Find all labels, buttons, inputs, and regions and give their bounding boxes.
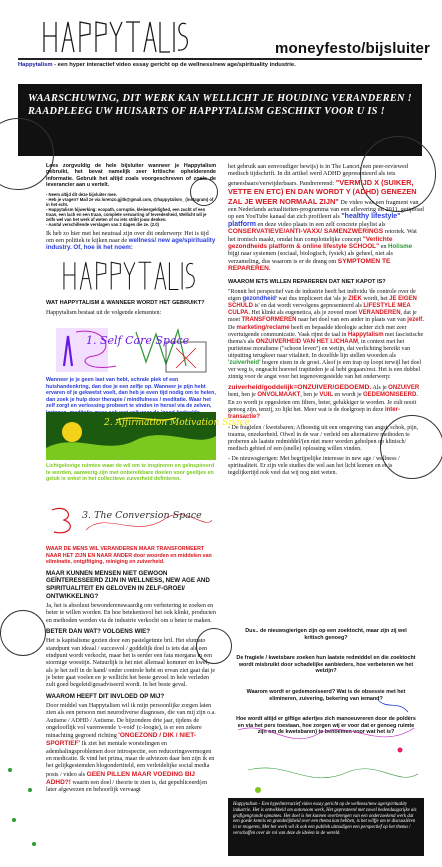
- para-highlight: ONZUIVER: [388, 385, 420, 392]
- space-2-label: 2. Affirmation Motivation Space: [104, 418, 250, 428]
- scribble-decoration: [228, 690, 424, 800]
- question-heading: WAAROM IETS WILLEN REPAREREN DAT NIET KAPOT IS?: [228, 278, 386, 285]
- footer-text: Happytalism - Een hypelinteractief video essay gericht op de wellness/new age/spirituality industrie. Het is ontwikkeld om autonoom werk, Het gepresteerd met zowel hedendaagsrijke als grafigengrande opnames. Het doel is het kunnen overbrengen van een onderzoekend werk dat een goede kennis en grondelijkheid over een thema kan hebben, is het wilfje om te discussiëren in te reageren, Met het werk wil ik ook een publiek uitnodigen een perspectief op het thema / verschaffen over de rol van deze de ideëen in de wereld.: [233, 802, 417, 836]
- closing-question: Waarom wordt er gedemoniseerd? Wat is de obsessie met het elimineren, zuivering, bekering van iemand?: [246, 688, 406, 702]
- para-highlight: SYMPTOMEN TE REPAREREN.: [228, 257, 391, 273]
- bullet-paragraph: - De nieuwsgierigen: Met begrijpelijke interesse in new age / wellness / spiritualiteit. Er zijn vele studies die wel aan het licht komen en er is tegelijkertijd ook veel dat wij nog niet weten.: [228, 456, 400, 477]
- para-text: , dat je moet: [228, 310, 417, 324]
- para-text: wordt, het: [363, 296, 388, 303]
- intro-text: Lees zorgvuldig de hele bijsluiter wanneer je Happytalism gebruikt, het bevat namelijk zeer kritische ophelderende informatie. Gebruik het altijd zoals voorgeschreven of zoals de leverancier aan u vertelt.: [46, 163, 216, 189]
- para-highlight: "Verlichte gezondheids platform & online lifestyle SCHOOL": [228, 235, 393, 251]
- space-3-text: WAAR DE MENS WIL VERANDEREN MAAR TRANSFORMEERT NAAR HET ZIJN EN NAAR ANDER door woorden en middelen van eliminatie, ontgiftiging, reiniging en zuiverheid.: [46, 546, 212, 566]
- warning-text: WAARSCHUWING, DIT WERK KAN WELLICHT JE HOUDING VERANDEREN ! RAADPLEEG UW HUISARTS OF HAPPYTALISM GESCHIKT VOOR U IS !: [28, 93, 412, 117]
- para-text: en: [380, 243, 387, 251]
- section-what: [46, 300, 216, 319]
- happytalism-logo-small: [46, 255, 211, 295]
- para-text: En zo wordt je opgesloten om filters, beter, gelukkiger te worden. Je zult nooit genoeg zijn, tenzij, zo lijkt het. Meer wat is de doelgroep in deze: [228, 399, 417, 413]
- right-paragraph: [228, 384, 424, 420]
- question-answer: Happytalism bestaat uit de volgende elementen:: [46, 309, 162, 316]
- right-paragraph: [228, 289, 424, 381]
- para-text: bent, ben je: [228, 392, 256, 399]
- left-body: [46, 546, 216, 795]
- page-title: moneyfesto/bijsluiter: [275, 40, 431, 57]
- right-paragraph: [228, 163, 424, 273]
- subtitle-brand: Happytalism: [18, 62, 53, 68]
- answer-text: Ik ziet het mentale worstelingen en ademhalingsproblemen door introspectie, een reduceringsvermogen en medicatie. Ik vind het prima, maar de adviezen daar hen zijn ik en het gelijkgestemden blogondertiteld, een verleidelijke social media posts / video als: [46, 741, 215, 778]
- answer-highlight: GEEN PILLEN MAAR VOEDING BIJ ADHD?!: [46, 770, 195, 786]
- para-highlight: marketing/reclame: [236, 324, 290, 331]
- para-highlight: gezondheid: [242, 296, 276, 303]
- para-text: Het klinkt als eugenetica, als je zoveel moet: [251, 310, 358, 317]
- para-highlight: ONZUIVERHEID VAN HET LICHAAM: [255, 338, 358, 345]
- question-heading: WAAROM HEEFT DIT INVLOED OP MIJ?: [46, 692, 165, 700]
- para-highlight: ONVOLMAAKT: [257, 392, 301, 399]
- subtitle: [18, 62, 422, 68]
- question-answer: Ja, het is absoluut bewonderenswaardig om verbetering te zoeken en beter te willen worden. En hoe betekenisvol het ook klinkt, producten en methoden worden via de industrie verkocht om u beter te maken.: [46, 603, 216, 624]
- happytalism-logo: [40, 14, 190, 58]
- para-highlight: GEDEMONISEERD.: [363, 392, 419, 399]
- para-text: is' en dat wordt vervolgens gepresenteerd als: [254, 303, 362, 310]
- para-highlight: Happytalism: [347, 331, 384, 338]
- self-care-illustration: [46, 322, 216, 376]
- question-answer: Het is kapitalisme gezien door een pastelgetinte bril. Het sfumato standpunt van ideaal / succesvol / goddelijk doel is iets dat als een eindpunt wordt verkocht, maar het is eerder een fata morgana in een stormige woestijn. Natuurlijk is het niet allemaal kommer en kwel, als je het zelf in de hand/ onder controle hebt en ervan ziet gaat dat je je beter gaat voelen en je wellicht het beste gevoel in hele verleden zult goed begeleid/gesadviseerd wordt. In het beste geval.: [46, 638, 216, 689]
- para-text: "Ronnit het perspectief van de industrie heeft het individu 'de controle over de eigen: [228, 289, 416, 303]
- para-highlight: jezelf.: [407, 317, 424, 324]
- para-highlight: Holisme: [388, 243, 413, 251]
- space-2-text-block: [46, 463, 216, 486]
- right-column: [228, 163, 424, 480]
- space-1-text: Wanneer je je geen last van hebt, schrale plek of een huishandenkring, dan doe je een zelfje op. Wanneer je pijn hebt ervaren of je gekwetst voelt, dan heb je even tijd nodig om te helen, dan zoek je hulp door therapie / mindfulness / meditatie. Waar het zelf zorgt en verlossing probeert te vinden in hersel via de zelven,: [46, 377, 216, 410]
- closing-question: Dus.. de nieuwsgierigen zijn op een zoektocht, maar zijn zij wel kritisch genoeg?: [245, 628, 407, 641]
- para-highlight: VUIL: [319, 392, 333, 399]
- closing-question: De fragiele / kwetsbare zoeken hun laatste redmiddel en die zoektocht wordt misbruikt door schadelijke aanbieders, hoe verbeteren we het welzijn?: [236, 655, 416, 675]
- intro-line-text: Ik heb zo hier met het neutraal zijn over dit onderwerp: Het is tijd om een politiek te kijken naar de: [46, 229, 209, 245]
- para-text: De: [228, 324, 235, 331]
- closing-question: Hoe wordt altijd er giftige adertjes zich manoeuvreren door de poldèrs en via het pers toestaan, hoe zorgen wij er voor dat er genoeg ruimte zijn om de kwetsbaren) te benoemen voor wat het is?: [236, 716, 416, 736]
- footer-box: [228, 798, 424, 856]
- para-highlight: zuiverheid/goddelijk=ONZUIVER/GEDOEMD.: [228, 384, 372, 392]
- bullet-item: - Heb je vragen? Mail ze via lorenzo.gjitk@gmail.com, @happytalism_ (instagram) of in het echt.: [46, 196, 214, 207]
- para-text: heeft en bepaalde ideologie achter zich met zeer overtuigende communicatie. Vaak rijmt de taal in: [228, 324, 407, 338]
- para-text: , in context met het puriteinse moralisme ("schoon leven") en wetijn, dat verlichting bereikt van uitputting terugkeer naar vitaliteit. In dezelfde lijn stellen woorden als: [228, 338, 411, 359]
- affirmation-illustration: [46, 412, 250, 460]
- question-answer: [46, 703, 216, 795]
- para-highlight: 'zuiverheid': [228, 360, 261, 367]
- answer-text: Door middel van Happytalism wil ik mijn persoonlijke zorgen laten zien als een persoon met neurodiverse diagnoses, die van mij zijn o.a. Autisme / ADHD / Autisme. De bijzondere drie jaar, tijdens de ongelooflijk vol varenwende 'c-void' (c-loogte), is er een zekere minachting gegroeid richting: [46, 702, 216, 740]
- para-highlight: CONSERVATIEVE/ANTI-VAXX/ SAMENZWERINGS: [228, 228, 384, 236]
- space-2-text: Lichtgelovige ruimtes waar de wil om te inspireren en geïnspireerd te worden, aanwezig zijn met onbereikbare doelen voor geeltjes en geluk is enkel in het collectieve zuiverheid definieren.: [46, 463, 215, 483]
- question-heading: BETER DAN WAT? VOLGENS WIE?: [46, 628, 151, 636]
- para-highlight: TRANSFORMEREN: [241, 317, 297, 324]
- para-highlight: ZIEK: [348, 296, 362, 303]
- self-care-drawing: [46, 322, 216, 376]
- conversion-illustration: [46, 500, 216, 544]
- para-highlight: "healthy lifestyle" platform: [228, 213, 401, 228]
- answer-highlight: 'ONGEZOND / DIK / NIET-SPORTIEF': [46, 732, 197, 748]
- para-text: met fascistische thema's als: [228, 331, 424, 345]
- intro-line: [46, 230, 216, 252]
- answer-text: waarin een doel / theorie te zien is, dat gepubliceerd(en later afgewezen en behoorlijk vervaagt: [46, 779, 208, 794]
- para-highlight: inter-transactie?: [228, 406, 400, 420]
- bullet-item: - Aantal verschillende verslagen van 2 dagen die ze. (2.0): [46, 221, 159, 227]
- para-text: naar het doel van een ander in plaats van van: [298, 317, 406, 324]
- para-text: , ben je: [300, 392, 318, 399]
- para-text: hogere eisen in de groei. Alsof je een trap op loopt terwijl het doel ver weg is, ongeacht hoeveel trapiteden je al hebt gegaan/rest. Het is een dubbel zinnig voor de angst voor het tegenovergestelde van het onderwerp:: [228, 360, 421, 381]
- left-column: [46, 163, 216, 255]
- para-text: Als je: [372, 385, 387, 392]
- para-highlight: JE EIGEN SCHULD: [228, 296, 417, 310]
- space-3-label: 3. The Conversion Space: [82, 510, 202, 521]
- para-text: en wordt je: [334, 392, 362, 399]
- warning-banner: [18, 84, 422, 156]
- question-heading: WAT HAPPYTALISM & WANNEER WORDT HET GEBRUIKT?: [46, 300, 205, 306]
- para-text: bijgt naar systemen (sociaal, biologisch, fysiek) als geheel, niet als verzameling, dus waarom is er de drang om: [228, 250, 393, 265]
- para-text: en deze video plaats in een zelf concrete playlist als: [257, 220, 386, 228]
- dot-decoration: [0, 760, 46, 860]
- para-highlight: VERANDEREN: [358, 310, 401, 317]
- header-divider: [18, 58, 422, 60]
- subtitle-text: - een hyper interactief video essay gericht op de wellness/new age/spirituality industrie.: [52, 62, 296, 68]
- para-text: ' wat dus impliceert dat 'als je: [275, 296, 347, 303]
- bullet-paragraph: - De fragielen / kwetsbaren; Afhoestig uit een omgeving van angst, schok, pijn, trauma, onzekerheid. Ofwel in de war / verleid om alternatieve methoden te proberen als laatste redmiddel/(en niet meer worden geholpen op klinisch/ medisch gebied of een (snelle) oplossing willen vinden.: [228, 424, 419, 453]
- decorative-circle: [0, 610, 46, 656]
- bullet-item: - Happytalism bijwerking: ecopath, corruptie, kleinergeldighed, een zucht of een traan, een lach en een traan, complete verwarring of tevredenheid, Wellicht wil je zelfs wel van het werk af weten of nu iets strikt jouw denken.: [46, 206, 207, 222]
- bullet-list: [46, 192, 216, 227]
- para-highlight: "VERMIJD X (SUIKER, VETTE EN ETC) EN DAN WORDT Y (ADHD) GENEZEN ZAL JE WEER NORMAAL ZIJN": [228, 177, 417, 206]
- para-text: het gebruik aan eenvoudiger bewijs) is in The Lancet, een peer-reviewed medisch tijdschrift. In dit artikel werd ADHD gepresenteerd als iets geneesbaars/verwijderbaars. Pandrererend:: [228, 163, 408, 187]
- question-heading: MAAR KUNNEN MENSEN NIET GEWOON GEÏNTERESSEERD ZIJN IN WELLNESS, NEW AGE AND SPIRITUALITEIT EN GELOVEN IN ZELF-GROEI/ ONTWIKKELING?: [46, 569, 210, 600]
- para-text: retoriek. Wat het ironisch maakt, omdat hun complottelijke concept: [228, 228, 417, 243]
- intro-line-highlight: wellness/ new age/spirituality industry. Of, hoe ik het noem:: [46, 237, 216, 252]
- conversion-drawing: [46, 500, 216, 544]
- para-highlight: LIFESTYLE MEA CULPA.: [228, 303, 411, 317]
- para-text: De video was een fragment van een Nederlands actualiteiten-programma van een aflevering uit 2011, getipload op een YouTube kanaal dat zich profileert als: [228, 198, 424, 221]
- bullet-item: - Neem altijd dit deze bijsluiter mee.: [46, 191, 117, 197]
- space-1-label: 1. Self Care Space: [86, 334, 190, 347]
